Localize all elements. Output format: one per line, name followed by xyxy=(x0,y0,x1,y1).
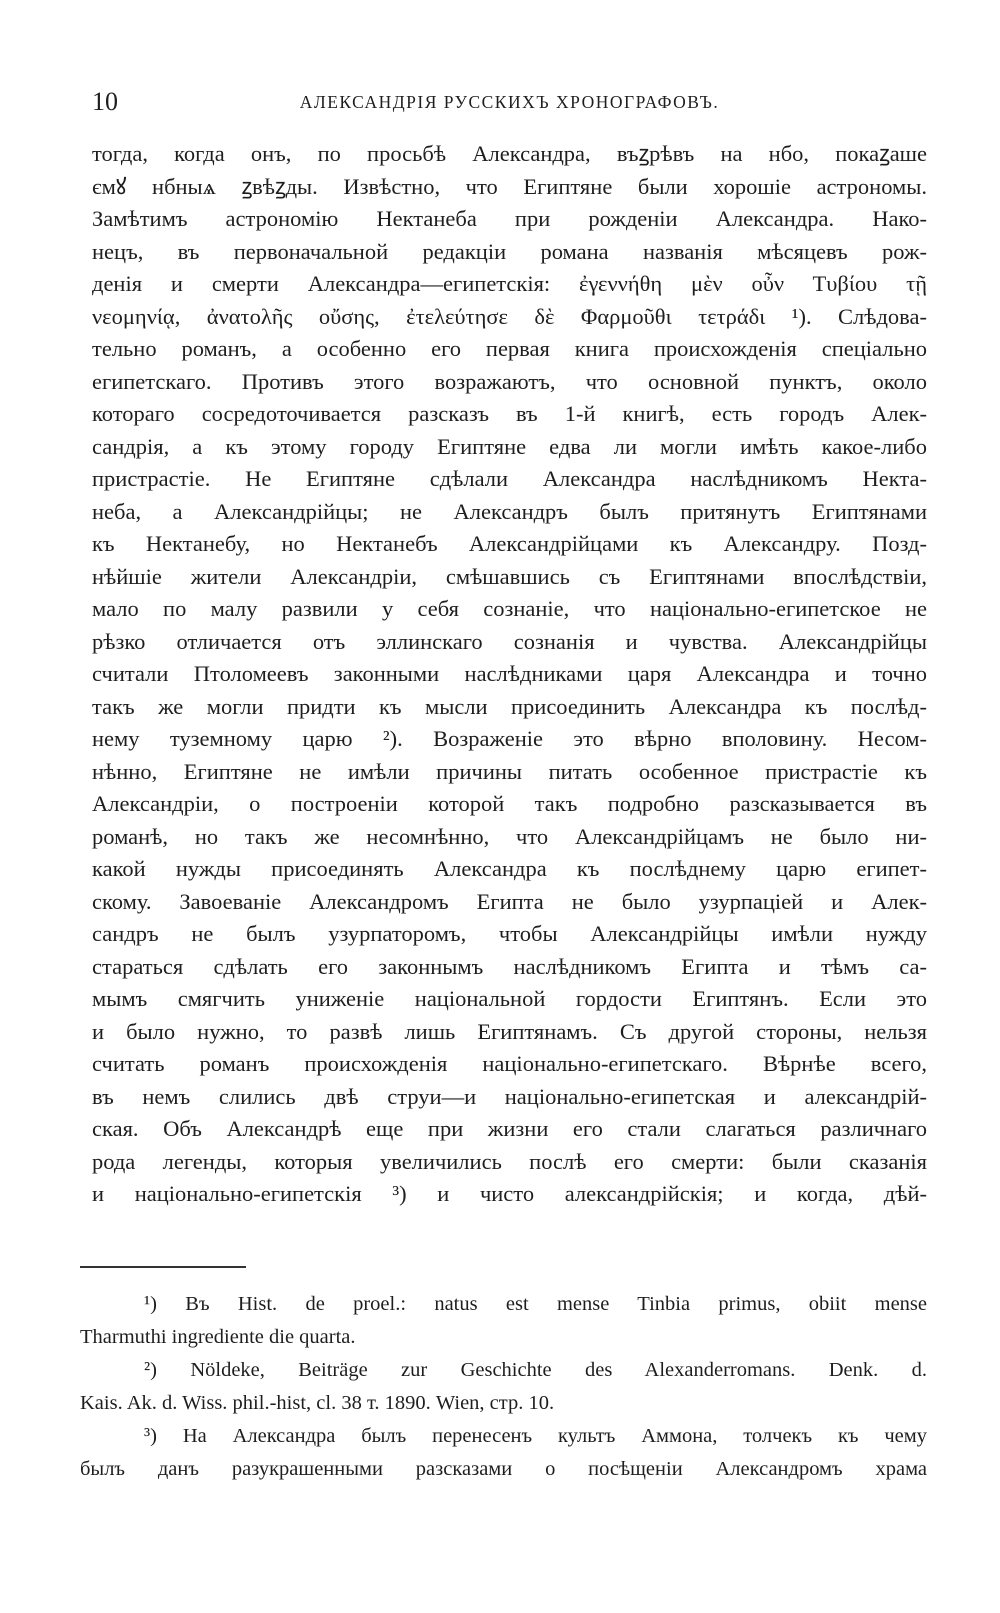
body-line: мымъ смягчить униженіе національной гордости Египтянъ. Если это xyxy=(92,986,927,1011)
body-line: нѣнно, Египтяне не имѣли причины питать особенное пристрастіе къ xyxy=(92,758,927,784)
body-line: тельно романъ, а особенно его первая книга происхожденія спеціально xyxy=(92,336,927,361)
body-line: пристрастіе. Не Египтяне сдѣлали Александра наслѣдникомъ Некта- xyxy=(92,466,927,491)
footnotes xyxy=(80,1288,927,1486)
body-line: скому. Завоеваніе Александромъ Египта не было узурпаціей и Алек- xyxy=(92,888,927,914)
body-line: Александріи, о построеніи которой такъ подробно разсказывается въ xyxy=(92,791,927,816)
body-line: въ немъ слились двѣ струи—и національно-египетская и александрій- xyxy=(92,1083,927,1109)
body-line: сандрія, а къ этому городу Египтяне едва ли могли имѣть какое-либо xyxy=(92,433,927,459)
body-line: и національно-египетскія ³) и чисто александрійскія; и когда, дѣй- xyxy=(92,1181,927,1206)
page-number: 10 xyxy=(92,87,118,116)
body-line: стараться сдѣлать его законнымъ наслѣдникомъ Египта и тѣмъ са- xyxy=(92,953,927,979)
footnote-line: ¹) Въ Hist. de proel.: natus est mense Tinbia primus, obiit mense xyxy=(144,1293,927,1315)
page-header xyxy=(92,86,927,118)
body-line: рода легенды, которыя увеличились послѣ его смерти: были сказанія xyxy=(92,1148,927,1174)
body-line: считать романъ происхожденія національно-египетскаго. Вѣрнѣе всего, xyxy=(92,1051,927,1076)
body-line: къ Нектанебу, но Нектанебъ Александрійцами къ Александру. Позд- xyxy=(92,531,927,556)
body-line: рѣзко отличается отъ эллинскаго сознанія и чувства. Александрійцы xyxy=(92,628,927,654)
footnote-line: Kais. Ak. d. Wiss. phil.-hist, cl. 38 т. 1890. Wien, стр. 10. xyxy=(80,1392,555,1414)
footnote-line: ³) На Александра былъ перенесенъ культъ Аммона, толчекъ къ чему xyxy=(144,1425,927,1447)
body-line: ская. Объ Александрѣ еще при жизни его стали слагаться различнаго xyxy=(92,1116,927,1141)
body-line: котораго сосредоточивается разсказъ въ 1-й книгѣ, есть городъ Алек- xyxy=(92,401,927,426)
body-line: считали Птоломеевъ законными наслѣдниками царя Александра и точно xyxy=(92,661,927,686)
body-text xyxy=(92,138,927,1211)
body-line: сандръ не былъ узурпаторомъ, чтобы Александрійцы имѣли нужду xyxy=(92,921,927,946)
body-line: νεομηνίᾳ, ἀνατολῆς οὔσης, ἐτελεύτησε δὲ Φαρμοῦθι τετράδι ¹). Слѣдова- xyxy=(92,303,927,329)
body-line: Замѣтимъ астрономію Нектанеба при рожденіи Александра. Нако- xyxy=(92,206,927,231)
body-line: тогда, когда онъ, по просьбѣ Александра, въꙁрѣвъ на нбо, покаꙁаше xyxy=(92,141,927,166)
footnote-line: Tharmuthi ingrediente die quarta. xyxy=(80,1326,356,1348)
body-line: и было нужно, то развѣ лишь Египтянамъ. Съ другой стороны, нельзя xyxy=(92,1018,927,1044)
body-line: нецъ, въ первоначальной редакціи романа названія мѣсяцевъ рож- xyxy=(92,238,927,264)
body-line: романѣ, но такъ же несомнѣнно, что Александрійцамъ не было ни- xyxy=(92,823,927,849)
body-line: такъ же могли придти къ мысли присоединить Александра къ послѣд- xyxy=(92,693,927,719)
footnote-divider xyxy=(80,1266,246,1268)
footnote-line: былъ данъ разукрашенными разсказами о посѣщеніи Александромъ храма xyxy=(80,1458,927,1480)
running-title: АЛЕКСАНДРІЯ РУССКИХЪ ХРОНОГРАФОВЪ. xyxy=(299,92,720,112)
body-line: нему туземному царю ²). Возраженіе это вѣрно вполовину. Несом- xyxy=(92,726,927,751)
footnote-line: ²) Nöldeke, Beiträge zur Geschichte des Alexanderromans. Denk. d. xyxy=(144,1359,927,1381)
body-line: египетскаго. Противъ этого возражаютъ, что основной пунктъ, около xyxy=(92,368,927,394)
body-line: нѣйшіе жители Александріи, смѣшавшись съ Египтянами впослѣдствіи, xyxy=(92,563,927,589)
body-line: мало по малу развили у себя сознаніе, что національно-египетское не xyxy=(92,596,927,621)
body-line: ємꙋ нбныѧ ꙁвѣꙁды. Извѣстно, что Египтяне были хорошіе астрономы. xyxy=(92,173,927,199)
body-line: неба, а Александрійцы; не Александръ былъ притянутъ Египтянами xyxy=(92,498,927,524)
body-line: денія и смерти Александра—египетскія: ἐγεννήθη μὲν οὖν Τυβίου τῇ xyxy=(92,271,927,296)
body-line: какой нужды присоединять Александра къ послѣднему царю египет- xyxy=(92,856,927,881)
